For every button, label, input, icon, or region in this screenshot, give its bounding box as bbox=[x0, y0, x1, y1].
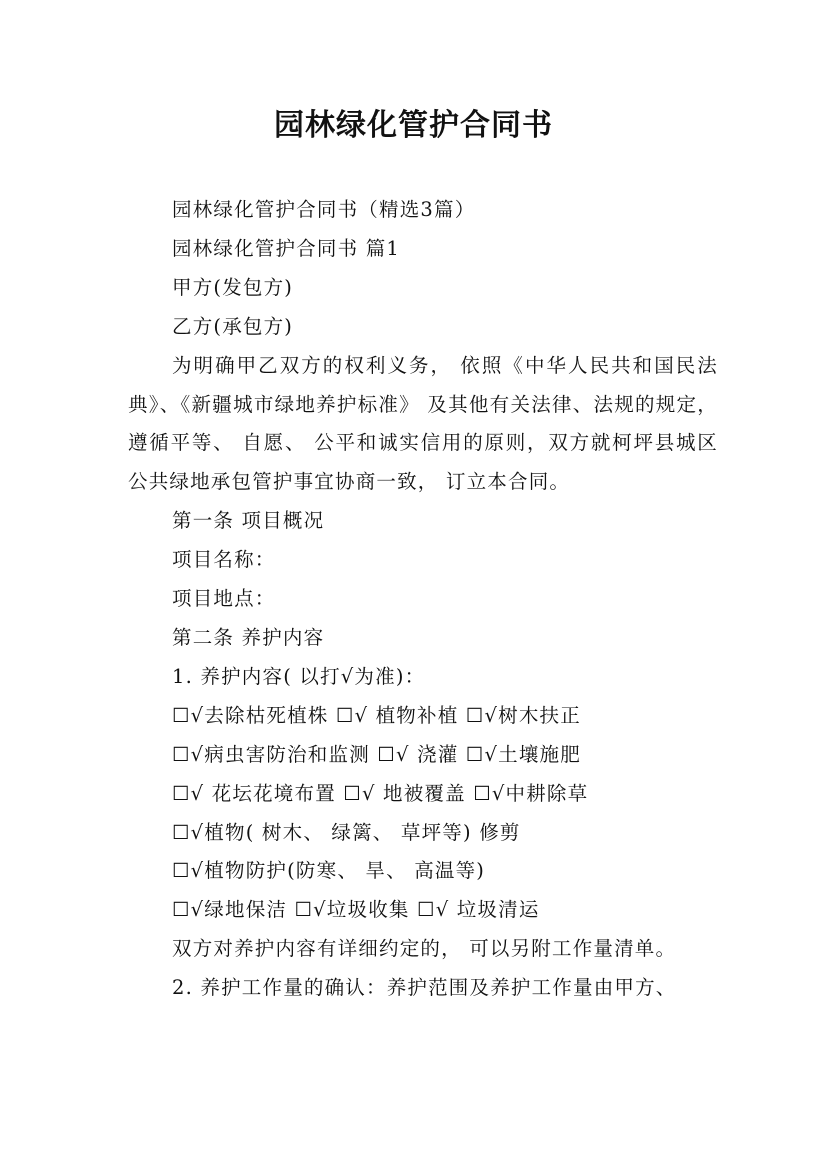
document-title: 园林绿化管护合同书 bbox=[274, 108, 553, 143]
checkbox-line: ☐√绿地保洁 ☐√垃圾收集 ☐√ 垃圾清运 bbox=[172, 898, 540, 922]
maintenance-content-item: 1. 养护内容( 以打√为准)： bbox=[172, 664, 426, 688]
checkbox-line: ☐√去除枯死植株 ☐√ 植物补植 ☐√树木扶正 bbox=[172, 703, 581, 727]
checkbox-line: ☐√ 花坛花境布置 ☐√ 地被覆盖 ☐√中耕除草 bbox=[172, 781, 589, 805]
article-two-heading: 第二条 养护内容 bbox=[172, 625, 325, 649]
workload-confirmation-item: 2. 养护工作量的确认：养护范围及养护工作量由甲方、 bbox=[172, 976, 677, 1000]
document-body bbox=[128, 191, 718, 1008]
workload-note: 双方对养护内容有详细约定的， 可以另附工作量清单。 bbox=[172, 937, 677, 961]
project-location-line: 项目地点： bbox=[172, 587, 276, 611]
section-heading: 园林绿化管护合同书 篇1 bbox=[172, 236, 401, 260]
project-name-line: 项目名称： bbox=[172, 548, 276, 572]
article-one-heading: 第一条 项目概况 bbox=[172, 509, 325, 533]
party-a-line: 甲方(发包方) bbox=[172, 275, 294, 299]
checkbox-line: ☐√病虫害防治和监测 ☐√ 浇灌 ☐√土壤施肥 bbox=[172, 742, 581, 766]
preamble-paragraph: 为明确甲乙双方的权利义务， 依照《中华人民共和国民法典》、《新疆城市绿地养护标准》 及其他有关法律、法规的规定， 遵循平等、 自愿、 公平和诚实信用的原则，双方就柯坪县城区公共绿地承包管护事宜协商一致， 订立本合同。 bbox=[128, 353, 718, 494]
checkbox-line: ☐√植物防护(防寒、 旱、 高温等) bbox=[172, 859, 486, 883]
party-b-line: 乙方(承包方) bbox=[172, 314, 294, 338]
subtitle-paragraph: 园林绿化管护合同书（精选3篇） bbox=[172, 198, 476, 221]
checkbox-line: ☐√植物( 树木、 绿篱、 草坪等) 修剪 bbox=[172, 820, 521, 844]
